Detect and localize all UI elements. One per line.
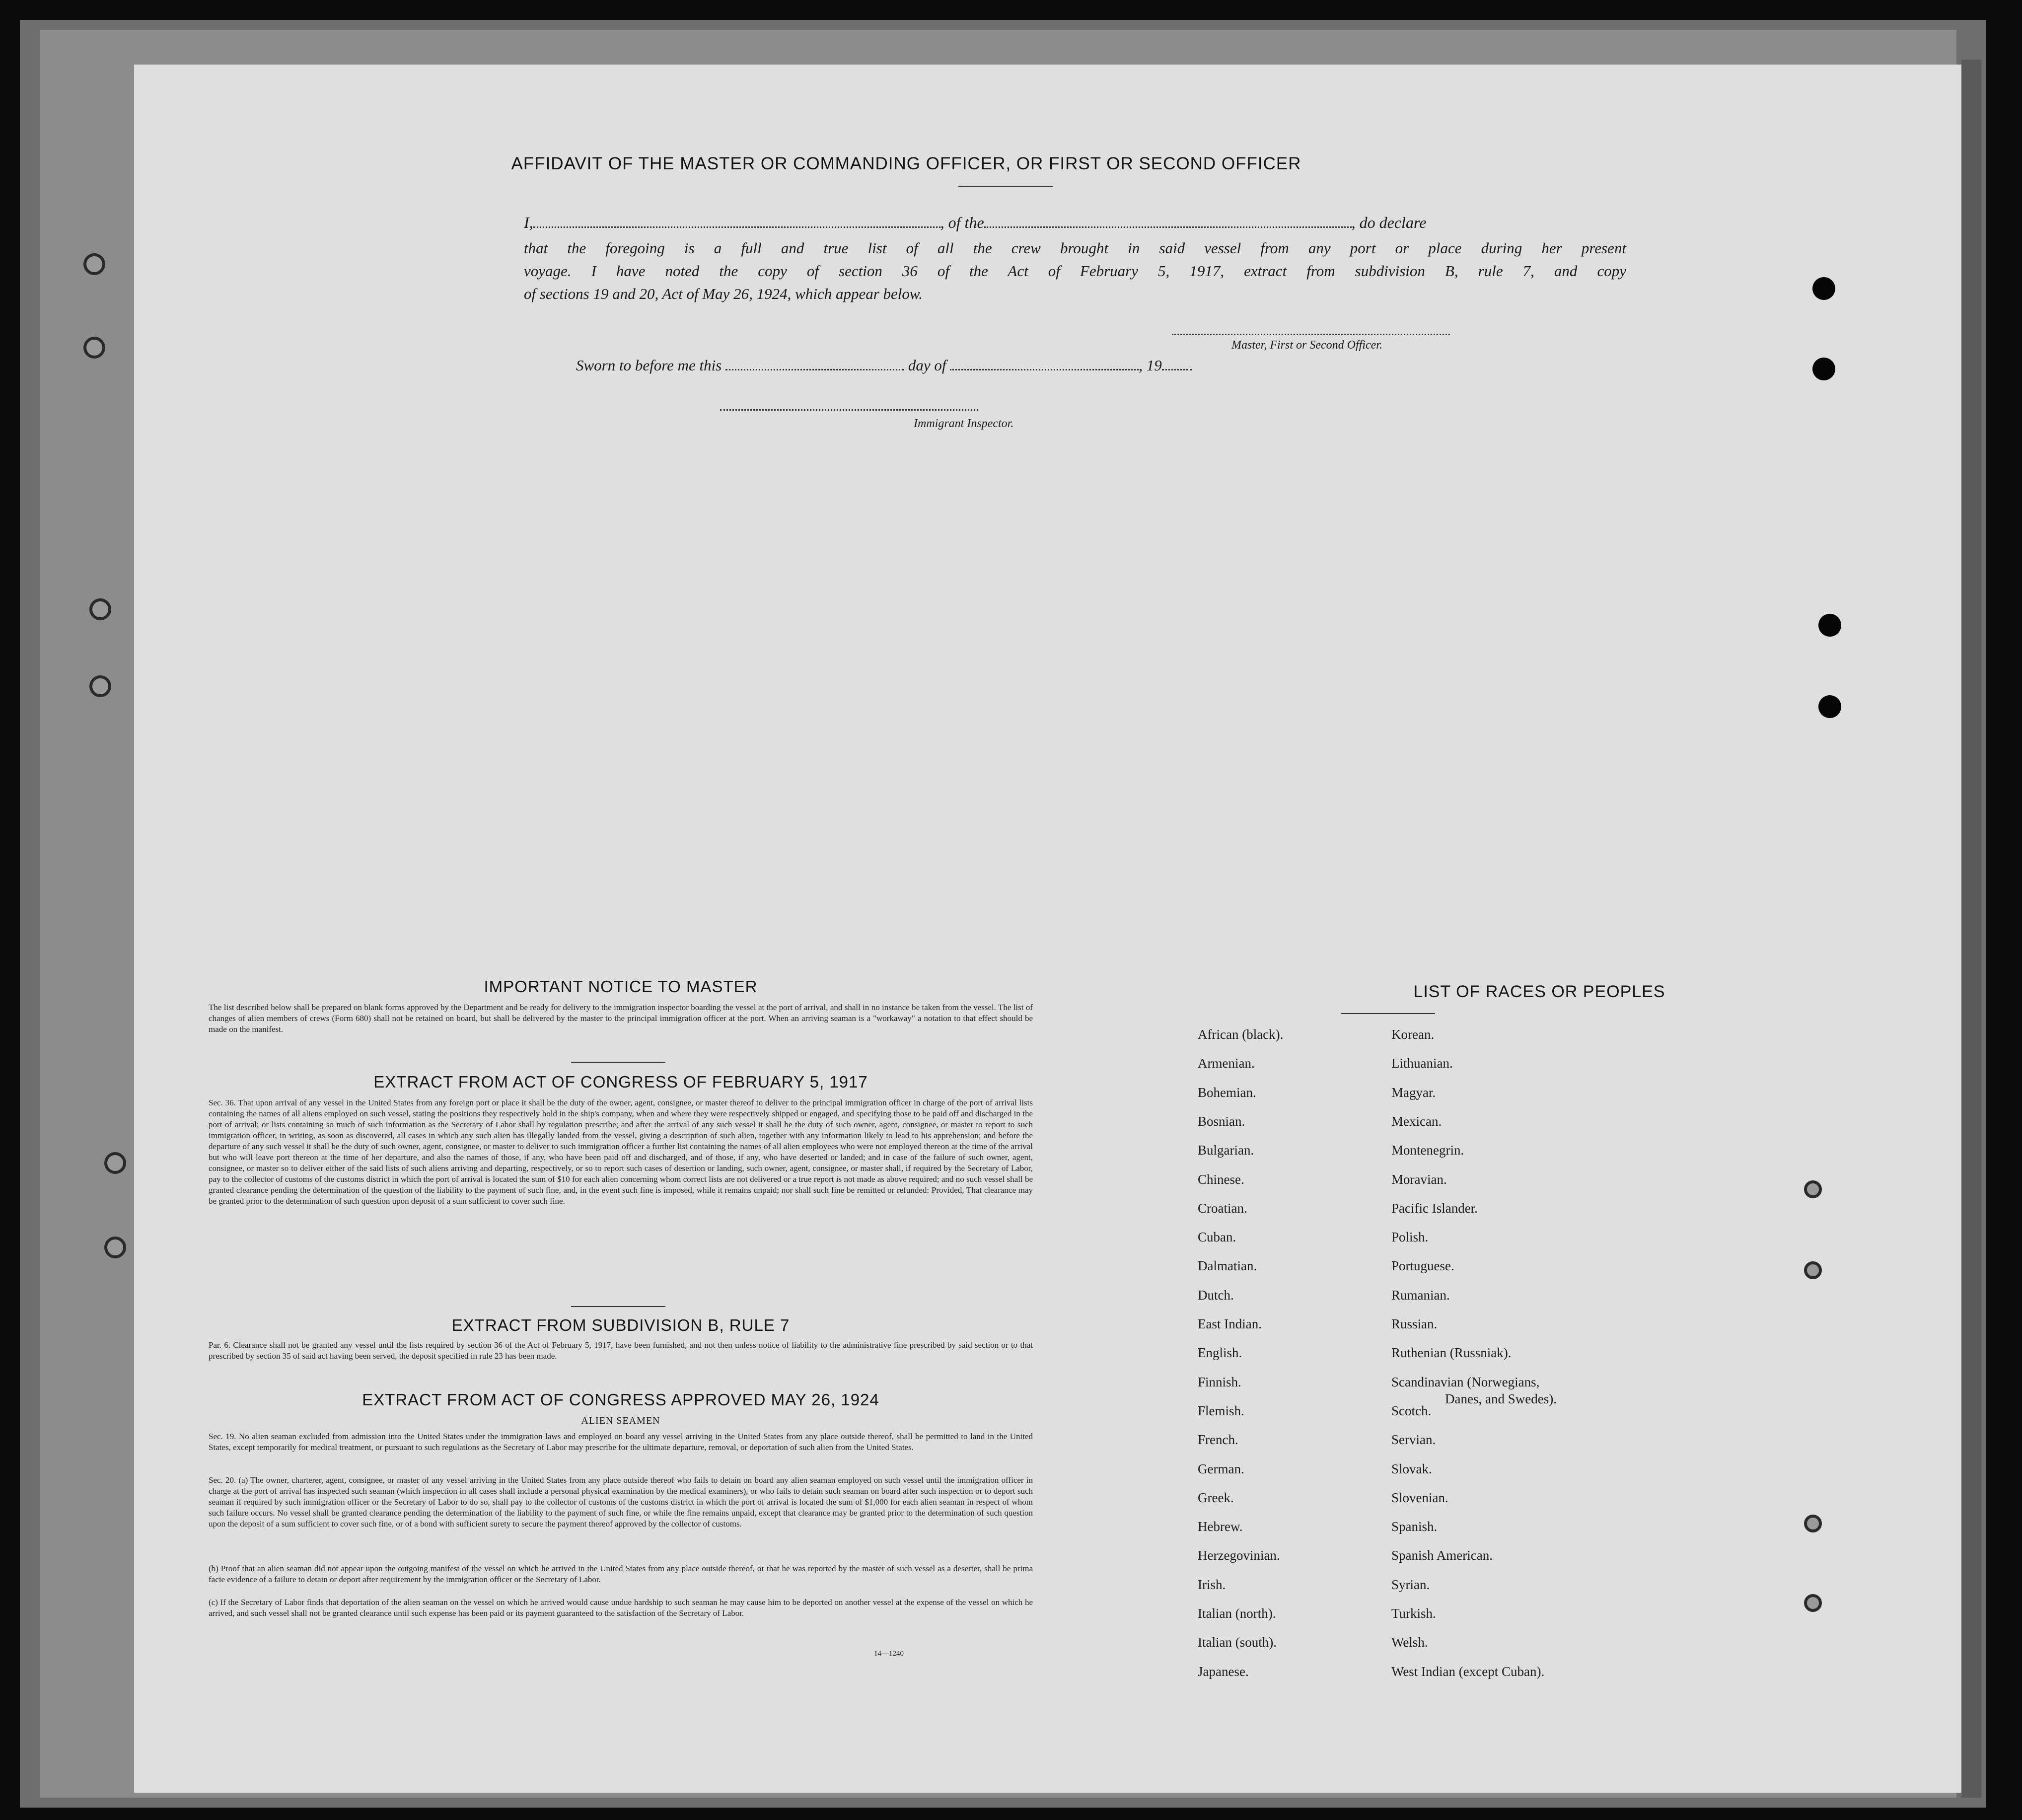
master-signature-caption: Master, First or Second Officer.: [1231, 339, 1382, 352]
race-item: French.: [1198, 1432, 1238, 1448]
inspector-signature-line[interactable]: [720, 409, 978, 411]
punch-hole-icon: [1804, 1594, 1822, 1612]
race-item: Spanish American.: [1391, 1548, 1493, 1563]
race-item: Hebrew.: [1198, 1519, 1243, 1534]
vessel-blank[interactable]: [984, 226, 1352, 228]
race-item: Polish.: [1391, 1230, 1429, 1245]
punch-hole-icon: [1818, 614, 1841, 637]
race-item: Bohemian.: [1198, 1085, 1256, 1100]
race-item: Portuguese.: [1391, 1258, 1454, 1274]
extract1-rule: [571, 1306, 665, 1307]
race-item: Flemish.: [1198, 1403, 1244, 1418]
extract3-sec20c: (c) If the Secretary of Labor finds that deportation of the alien seaman on the vessel on which he arrived would cause undue hardship to such seaman he may cause him to be deported on another vessel at the expense of the vessel on which he arrived, and such vessel shall not be granted clearance until such expense has been paid or its payment guaranteed to the satisfaction of the Secretary of Labor.: [209, 1598, 1033, 1618]
page-edge-shadow: [1961, 60, 1981, 1798]
race-item: Scandinavian (Norwegians,: [1391, 1374, 1540, 1389]
sworn-year-prefix: , 19: [1139, 357, 1162, 374]
race-item: Rumanian.: [1391, 1287, 1450, 1303]
manifest-page: [134, 65, 1961, 1793]
declaration-of-the: , of the: [940, 214, 984, 231]
race-item: Pacific Islander.: [1391, 1200, 1478, 1216]
race-item: Russian.: [1391, 1316, 1438, 1331]
race-item: English.: [1198, 1345, 1242, 1361]
races-title: LIST OF RACES OR PEOPLES: [1413, 982, 1665, 1001]
race-item: Mexican.: [1391, 1113, 1442, 1129]
races-rule: [1341, 1013, 1435, 1014]
race-item: German.: [1198, 1461, 1244, 1476]
race-item: Italian (north).: [1198, 1606, 1276, 1621]
sworn-month-blank[interactable]: [950, 369, 1139, 370]
race-item: Croatian.: [1198, 1200, 1247, 1216]
race-item: Cuban.: [1198, 1230, 1236, 1245]
title-rule: [958, 186, 1053, 187]
affidavit-declaration-line: [524, 214, 1626, 232]
punch-hole-icon: [1812, 277, 1835, 300]
extract2-body: Par. 6. Clearance shall not be granted any vessel until the lists required by section 36 of the Act of February 5, 1917, have been furnished, and not then unless notice of liability to the administrative fine prescribed by said section or to that prescribed by section 35 of said act having been served, the deposit specified in rule 23 has been made.: [209, 1340, 1033, 1361]
race-item: Magyar.: [1391, 1085, 1436, 1100]
sworn-line: [576, 357, 1371, 374]
race-item: Finnish.: [1198, 1374, 1241, 1389]
binder-ring-icon: [104, 1237, 126, 1258]
notice-title: IMPORTANT NOTICE TO MASTER: [484, 977, 758, 996]
sworn-text: Sworn to before me this: [576, 357, 722, 374]
inspector-caption: Immigrant Inspector.: [914, 417, 1014, 430]
punch-hole-icon: [1804, 1180, 1822, 1198]
binder-ring-icon: [83, 337, 105, 359]
race-item: Irish.: [1198, 1577, 1226, 1592]
declaration-i: I,: [524, 214, 533, 231]
race-item: Spanish.: [1391, 1519, 1438, 1534]
race-item: Dalmatian.: [1198, 1258, 1257, 1274]
race-item: Korean.: [1391, 1027, 1435, 1042]
notice-body: The list described below shall be prepared on blank forms approved by the Department and be ready for delivery to the immigration inspector boarding the vessel at the port of arrival, and shall in no instance be taken from the vessel. The list of changes of alien members of crews (Form 680) shall not be retained on board, but shall be delivered by the master to the principal immigration officer at the port. When an arriving seaman is a "workaway" a notation to that effect should be made on the manifest.: [209, 1003, 1033, 1034]
race-item: Ruthenian (Russniak).: [1391, 1345, 1512, 1361]
race-item: Slovenian.: [1391, 1490, 1448, 1505]
affidavit-line-3: voyage. I have noted the copy of section 36 of the Act of February 5, 1917, extract from subdivision B, rule 7, and copy: [524, 262, 1626, 280]
declaration-do-declare: , do declare: [1351, 214, 1427, 231]
name-blank[interactable]: [533, 226, 940, 228]
sworn-year-blank[interactable]: [1162, 369, 1192, 370]
race-item: Japanese.: [1198, 1664, 1249, 1679]
race-item: Bosnian.: [1198, 1113, 1245, 1129]
race-item: East Indian.: [1198, 1316, 1262, 1331]
sworn-day-blank[interactable]: [725, 369, 904, 370]
punch-hole-icon: [1812, 358, 1835, 380]
race-item: African (black).: [1198, 1027, 1284, 1042]
race-item: Greek.: [1198, 1490, 1234, 1505]
race-scandinavian-cont: Danes, and Swedes).: [1445, 1391, 1557, 1406]
race-item: Syrian.: [1391, 1577, 1430, 1592]
race-item: Lithuanian.: [1391, 1056, 1453, 1071]
punch-hole-icon: [1804, 1261, 1822, 1279]
race-item: Moravian.: [1391, 1171, 1447, 1187]
form-number: 14—1240: [874, 1650, 904, 1658]
extract2-title: EXTRACT FROM SUBDIVISION B, RULE 7: [451, 1316, 790, 1334]
race-item: Armenian.: [1198, 1056, 1255, 1071]
extract3-sec20b: (b) Proof that an alien seaman did not appear upon the outgoing manifest of the vessel on which he arrived in the United States from any place outside thereof, or that he was reported by the master of such vessel as a deserter, shall be prima facie evidence of a failure to detain or deport after requirement by the immigration officer or the Secretary of Labor.: [209, 1564, 1033, 1584]
race-item: Chinese.: [1198, 1171, 1244, 1187]
race-item: Turkish.: [1391, 1606, 1436, 1621]
race-item: Welsh.: [1391, 1635, 1428, 1650]
race-item: West Indian (except Cuban).: [1391, 1664, 1545, 1679]
extract1-title: EXTRACT FROM ACT OF CONGRESS OF FEBRUARY 5, 1917: [373, 1073, 868, 1091]
race-item: Dutch.: [1198, 1287, 1234, 1303]
race-item: Italian (south).: [1198, 1635, 1277, 1650]
extract1-body: Sec. 36. That upon arrival of any vessel in the United States from any foreign port or place it shall be the duty of the owner, agent, consignee, or master thereof to deliver to the principal immigration officer in charge of the port of arrival lists containing the names of all aliens employed on such vessel, stating the positions they respectively hold in the ship's company, when and where they were respectively shipped or engaged, and specifying those to be paid off and discharged in the port of arrival; or lists containing so much of such information as the Secretary of Labor shall by regulation prescribe; and after the arrival of any such vessel it shall be the duty of such owner, agent, consignee, or master to report to such immigration officer, in writing, as soon as discovered, all cases in which any such alien has illegally landed from the vessel, giving a description of such alien, together with any information likely to lead to his apprehension; and before the departure of any such vessel it shall be the duty of such owner, agent, consignee, or master to deliver to such immigration officer a further list containing the names of all alien employees who were not employed thereon at the time of the arrival but who will leave port thereon at the time of her departure, and also the names of those, if any, who have been paid off and discharged, and of those, if any, who have deserted or landed; and in case of the failure of such owner, agent, consignee, or master so to deliver either of the said lists of such aliens arriving and departing, respectively, or so to report such cases of desertion or landing, such owner, agent, consignee, or master shall, if required by the Secretary of Labor, pay to the collector of customs of the customs district in which the port of arrival is located the sum of $10 for each alien concerning whom correct lists are not delivered or a true report is not made as above required; and no such vessel shall be granted clearance pending the determination of the question of the liability to the payment of such fine, and, in the event such fine is imposed, while it remains unpaid; nor shall such fine be remitted or refunded: Provided, That clearance may be granted prior to the determination of such question upon deposit of a sum sufficient to cover such fine.: [209, 1098, 1033, 1206]
binder-ring-icon: [89, 598, 111, 620]
race-item: Bulgarian.: [1198, 1143, 1254, 1158]
punch-hole-icon: [1818, 695, 1841, 718]
master-signature-line[interactable]: [1172, 334, 1450, 335]
race-item: Slovak.: [1391, 1461, 1432, 1476]
race-item: Montenegrin.: [1391, 1143, 1464, 1158]
race-item: Scotch.: [1391, 1403, 1432, 1418]
binder-ring-icon: [83, 253, 105, 275]
extract3-sec20a: Sec. 20. (a) The owner, charterer, agent, consignee, or master of any vessel arriving in the United States from any place outside thereof who fails to detain on board any alien seaman employed on such vessel until the immigration officer in charge at the port of arrival has inspected such seaman (which inspection in all cases shall include a personal physical examination by the medical examiners), or who fails to detain such seaman on board after such inspection or to deport such seaman if required by such immigration officer or the Secretary of Labor to do so, shall pay to the collector of customs of the customs district in which the port of arrival is located the sum of $1,000 for each alien seaman in respect of whom such failure occurs. No vessel shall be granted clearance pending the determination of the liability to the payment of such fine, or while the fine remains unpaid, except that clearance may be granted prior to the determination of such question upon the deposit of a sum sufficient to cover such fine, or of a bond with sufficient surety to secure the payment thereof approved by the collector of customs.: [209, 1475, 1033, 1529]
affidavit-line-2: that the foregoing is a full and true list of all the crew brought in said vessel from any port or place during her present: [524, 239, 1626, 257]
sworn-day-of: day of: [908, 357, 946, 374]
extract3-title: EXTRACT FROM ACT OF CONGRESS APPROVED MAY 26, 1924: [362, 1390, 879, 1409]
extract3-subtitle: ALIEN SEAMEN: [581, 1415, 660, 1426]
notice-rule: [571, 1062, 665, 1063]
race-item: Herzegovinian.: [1198, 1548, 1280, 1563]
punch-hole-icon: [1804, 1515, 1822, 1532]
binder-ring-icon: [104, 1152, 126, 1174]
binder-ring-icon: [89, 675, 111, 697]
race-item: Servian.: [1391, 1432, 1436, 1448]
extract3-sec19: Sec. 19. No alien seaman excluded from admission into the United States under the immigration laws and employed on board any vessel arriving in the United States from any place outside thereof, shall be permitted to land in the United States, except temporarily for medical treatment, or pursuant to such regulations as the Secretary of Labor may prescribe for the ultimate departure, removal, or deportation of such alien from the United States.: [209, 1432, 1033, 1452]
affidavit-title: AFFIDAVIT OF THE MASTER OR COMMANDING OFFICER, OR FIRST OR SECOND OFFICER: [511, 154, 1301, 173]
affidavit-line-4: of sections 19 and 20, Act of May 26, 1924, which appear below.: [524, 285, 923, 302]
